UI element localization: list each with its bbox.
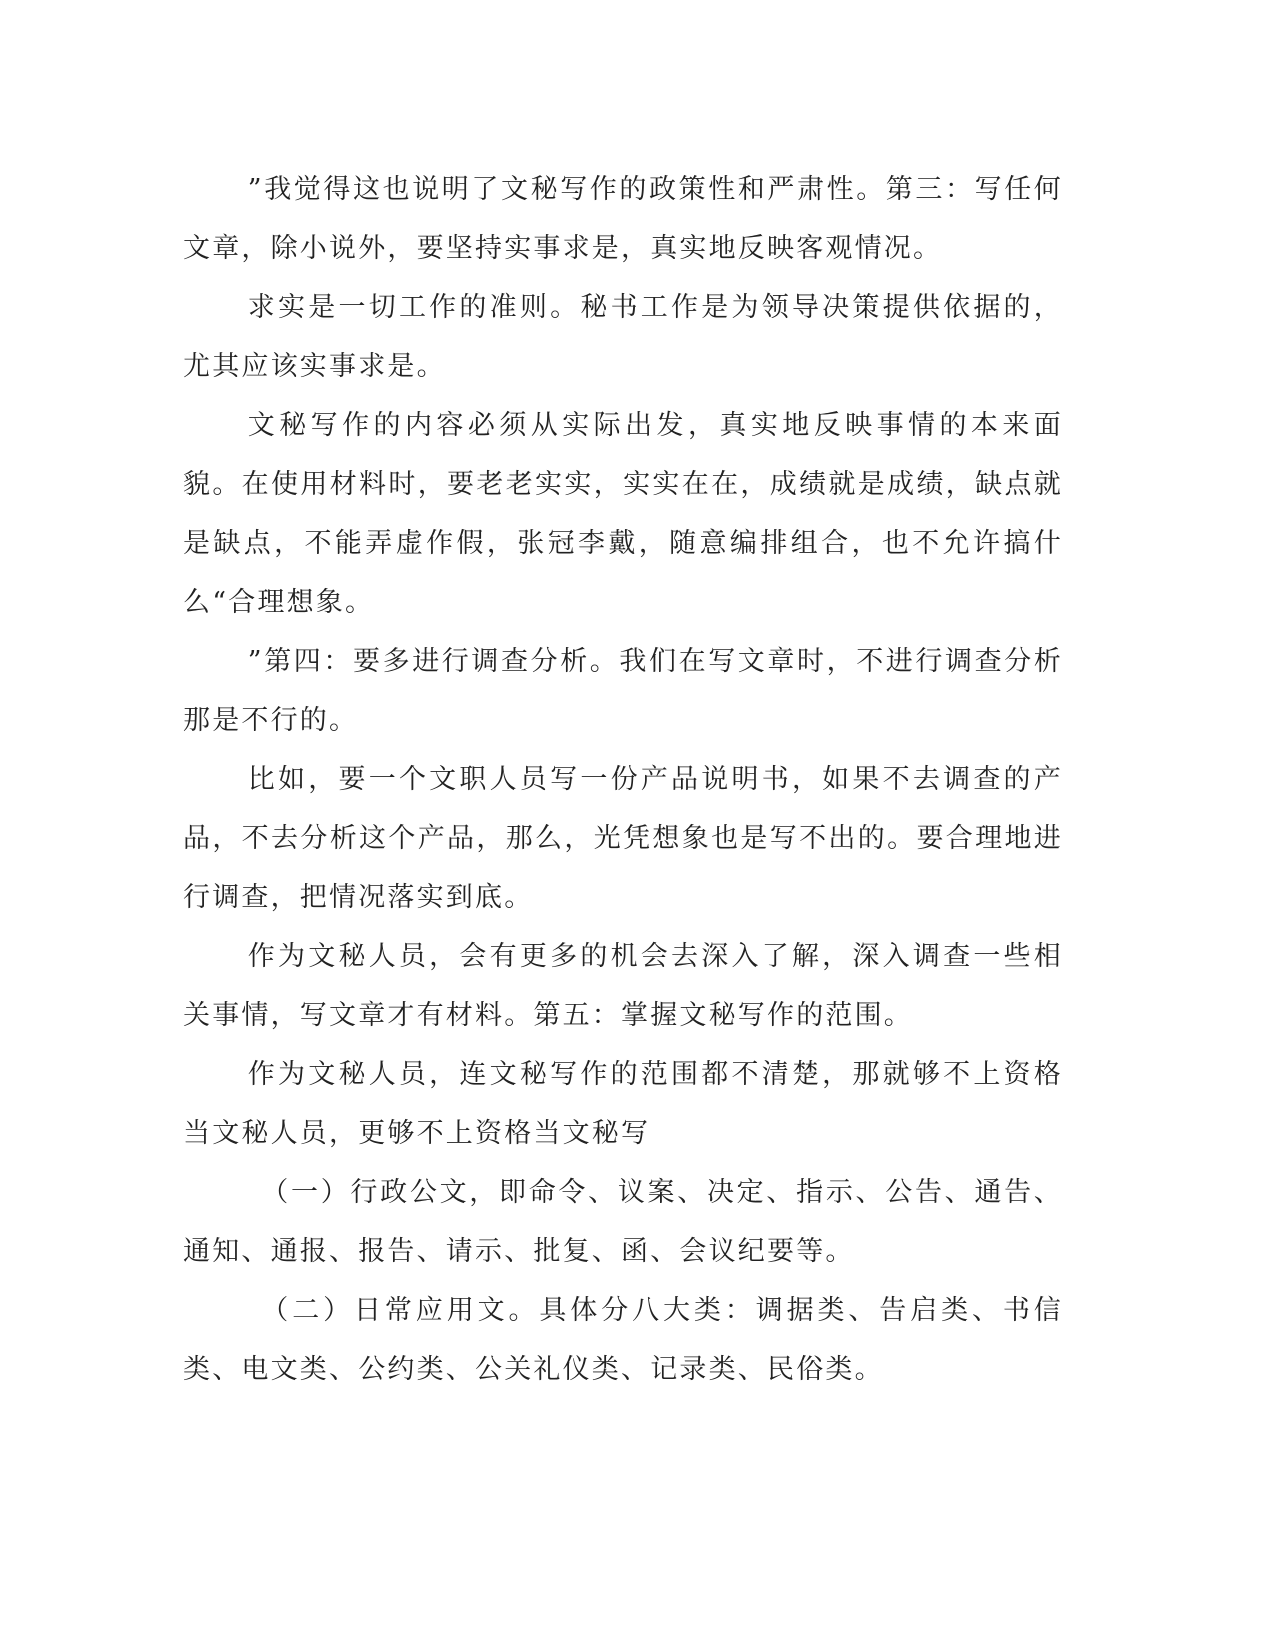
paragraph-3: 文秘写作的内容必须从实际出发，真实地反映事情的本来面貌。在使用材料时，要老老实实，实实在在，成绩就是成绩，缺点就是缺点，不能弄虚作假，张冠李戴，随意编排组合，也不允许搞什么“合理想象。 xyxy=(183,410,1063,618)
paragraph-5: 比如，要一个文职人员写一份产品说明书，如果不去调查的产品，不去分析这个产品，那么，光凭想象也是写不出的。要合理地进行调查，把情况落实到底。 xyxy=(183,764,1063,913)
paragraph-9: （二）日常应用文。具体分八大类：调据类、告启类、书信类、电文类、公约类、公关礼仪类、记录类、民俗类。 xyxy=(183,1295,1063,1385)
paragraph-1: ”我觉得这也说明了文秘写作的政策性和严肃性。第三：写任何文章，除小说外，要坚持实事求是，真实地反映客观情况。 xyxy=(183,174,1063,264)
paragraph-7: 作为文秘人员，连文秘写作的范围都不清楚，那就够不上资格当文秘人员，更够不上资格当文秘写 xyxy=(183,1059,1063,1149)
paragraph-6: 作为文秘人员，会有更多的机会去深入了解，深入调查一些相关事情，写文章才有材料。第五：掌握文秘写作的范围。 xyxy=(183,941,1063,1031)
paragraph-4: ”第四：要多进行调查分析。我们在写文章时，不进行调查分析那是不行的。 xyxy=(183,646,1063,736)
paragraph-2: 求实是一切工作的准则。秘书工作是为领导决策提供依据的，尤其应该实事求是。 xyxy=(183,292,1063,382)
document-body xyxy=(183,160,1063,1399)
paragraph-8: （一）行政公文，即命令、议案、决定、指示、公告、通告、通知、通报、报告、请示、批复、函、会议纪要等。 xyxy=(183,1177,1063,1267)
